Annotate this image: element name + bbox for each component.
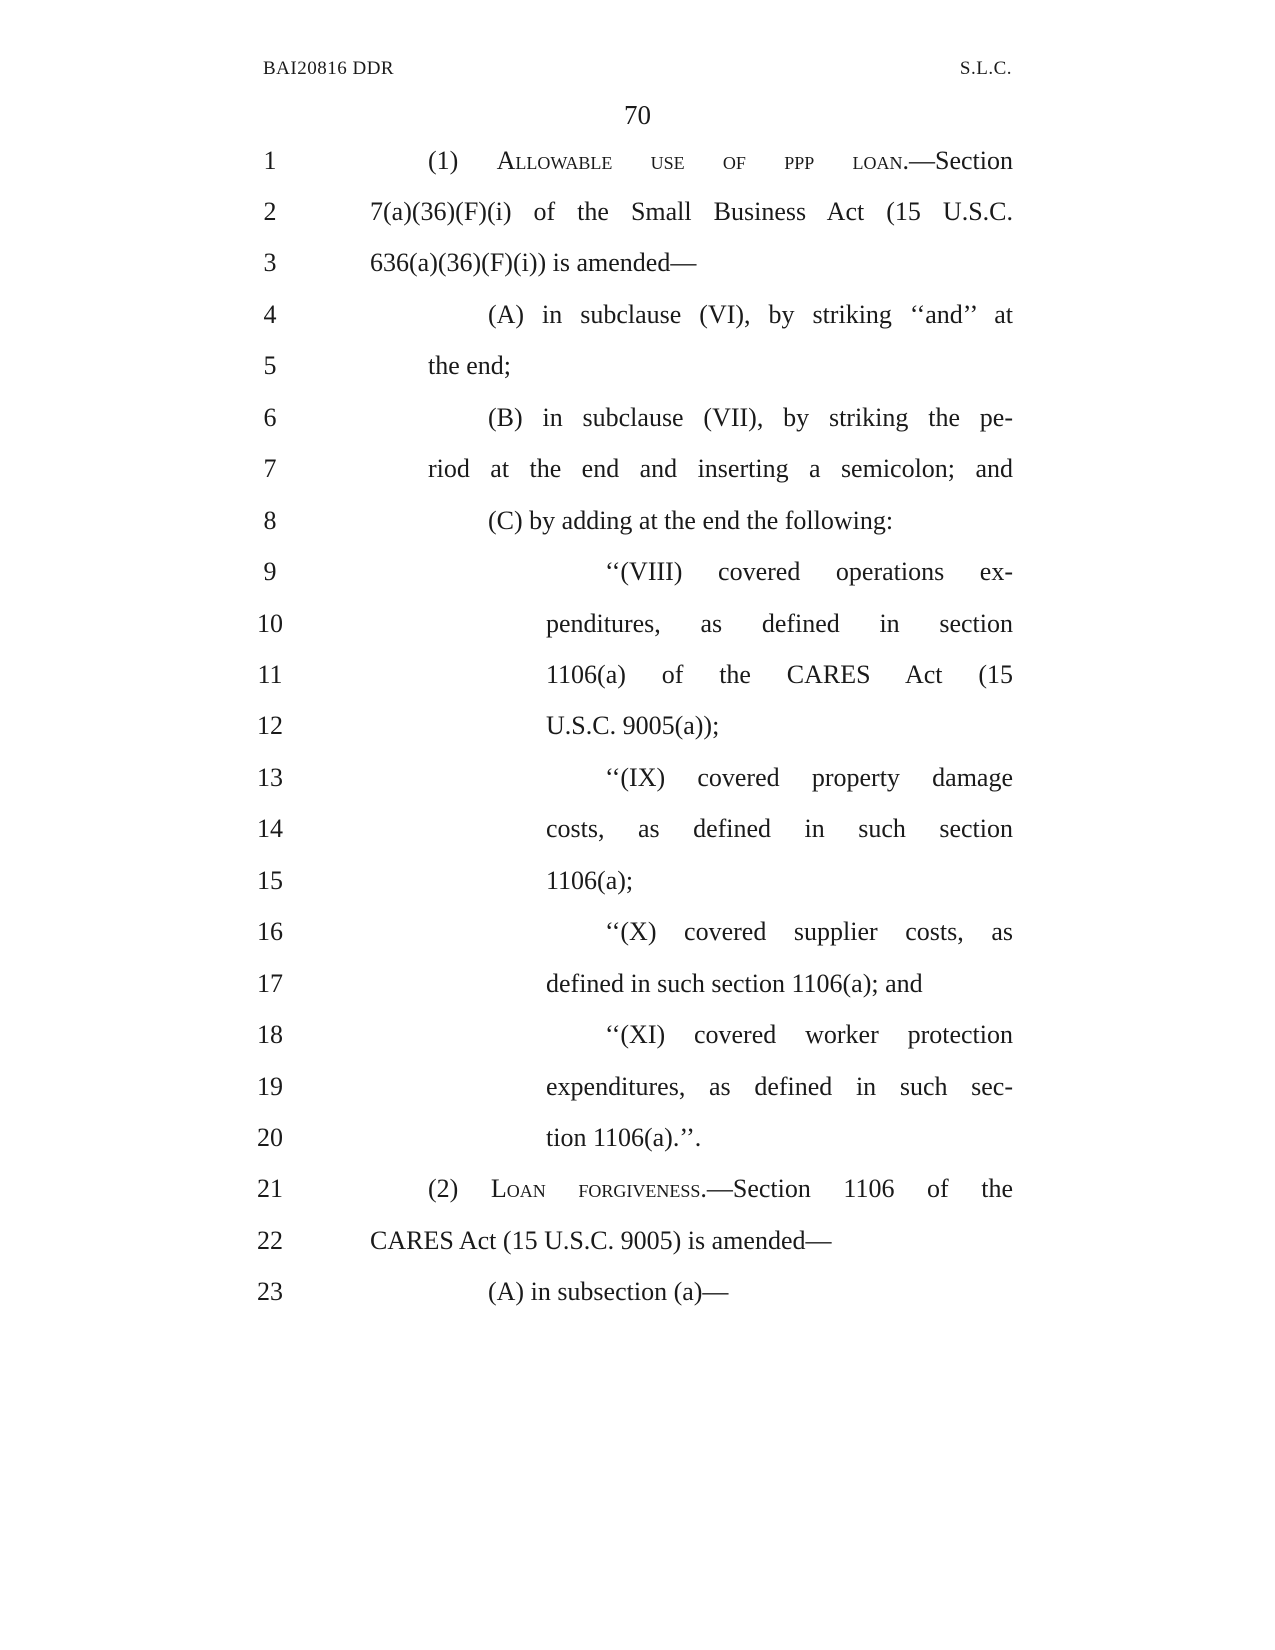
line-text: defined in such section 1106(a); and bbox=[546, 969, 923, 998]
line-number: 5 bbox=[263, 351, 277, 380]
office-code: S.L.C. bbox=[959, 58, 1012, 79]
line-text: (A) in subclause (VI), by striking ‘‘and’’ at bbox=[488, 300, 1013, 329]
line-text: U.S.C. 9005(a)); bbox=[546, 711, 720, 740]
line-text: (C) by adding at the end the following: bbox=[488, 506, 894, 535]
line-number: 12 bbox=[257, 711, 283, 740]
line-number: 10 bbox=[257, 609, 283, 638]
line-text: 1106(a); bbox=[546, 866, 634, 895]
line-text: riod at the end and inserting a semicolon; and bbox=[428, 454, 1013, 483]
line-text: penditures, as defined in section bbox=[546, 609, 1013, 638]
line-number: 3 bbox=[263, 248, 277, 277]
text-line bbox=[0, 1277, 1275, 1346]
line-text: 7(a)(36)(F)(i) of the Small Business Act (15 U.S.C. bbox=[370, 197, 1013, 226]
line-number: 15 bbox=[257, 866, 283, 895]
section-heading: Allowable use of ppp loan bbox=[496, 146, 903, 175]
line-number: 4 bbox=[263, 300, 277, 329]
line-number: 9 bbox=[263, 557, 277, 586]
page-number: 70 bbox=[624, 100, 651, 130]
line-text: (2) Loan forgiveness.—Section 1106 of the bbox=[428, 1174, 1013, 1203]
line-number: 20 bbox=[257, 1123, 283, 1152]
line-text: 1106(a) of the CARES Act (15 bbox=[546, 660, 1013, 689]
line-text: tion 1106(a).’’. bbox=[546, 1123, 702, 1152]
line-number: 11 bbox=[257, 660, 283, 689]
line-number: 2 bbox=[263, 197, 277, 226]
line-number: 14 bbox=[257, 814, 283, 843]
section-heading: Loan forgiveness bbox=[490, 1174, 701, 1203]
line-text: ‘‘(XI) covered worker protection bbox=[605, 1020, 1013, 1049]
line-text: CARES Act (15 U.S.C. 9005) is amended— bbox=[370, 1226, 832, 1255]
line-text: costs, as defined in such section bbox=[546, 814, 1013, 843]
line-text: expenditures, as defined in such sec- bbox=[546, 1072, 1013, 1101]
line-number: 1 bbox=[263, 146, 277, 175]
line-text: (B) in subclause (VII), by striking the pe- bbox=[488, 403, 1013, 432]
line-number: 21 bbox=[257, 1174, 283, 1203]
line-text: 636(a)(36)(F)(i)) is amended— bbox=[370, 248, 697, 277]
line-text: (1) Allowable use of ppp loan.—Section bbox=[428, 146, 1013, 175]
line-number: 8 bbox=[263, 506, 277, 535]
line-text: (A) in subsection (a)— bbox=[488, 1277, 729, 1306]
line-number: 19 bbox=[257, 1072, 283, 1101]
line-text: the end; bbox=[428, 351, 512, 380]
line-number: 23 bbox=[257, 1277, 283, 1306]
line-text: ‘‘(IX) covered property damage bbox=[605, 763, 1013, 792]
line-number: 6 bbox=[263, 403, 277, 432]
line-number: 7 bbox=[263, 454, 277, 483]
document-id: BAI20816 DDR bbox=[263, 58, 395, 79]
line-number: 17 bbox=[257, 969, 283, 998]
line-number: 16 bbox=[257, 917, 283, 946]
line-text: ‘‘(X) covered supplier costs, as bbox=[605, 917, 1013, 946]
line-number: 22 bbox=[257, 1226, 283, 1255]
line-number: 18 bbox=[257, 1020, 283, 1049]
line-number: 13 bbox=[257, 763, 283, 792]
line-text: ‘‘(VIII) covered operations ex- bbox=[605, 557, 1013, 586]
